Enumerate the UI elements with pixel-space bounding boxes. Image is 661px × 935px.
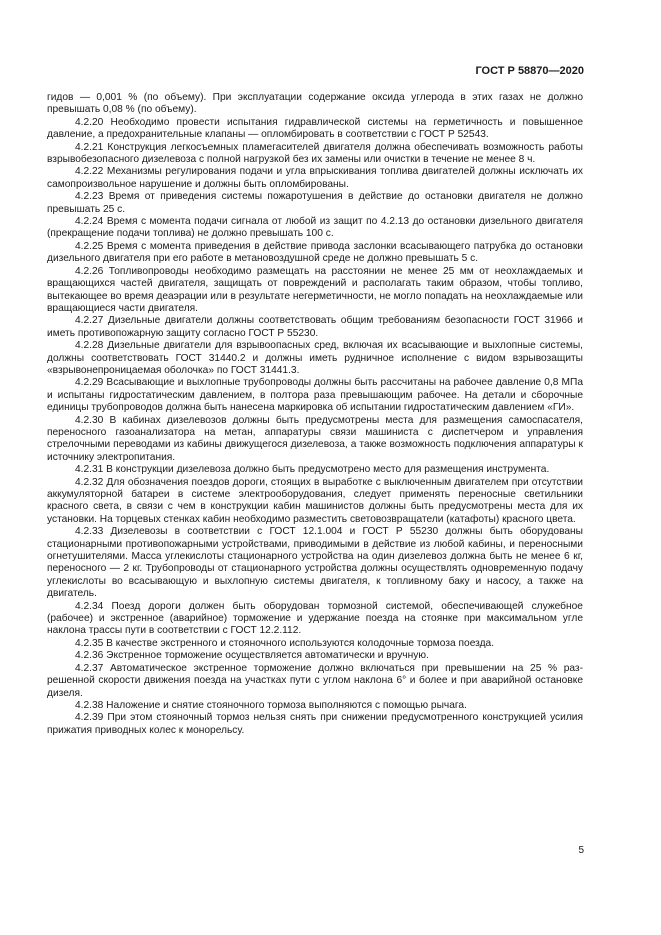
clause-4-2-30 [47, 415, 583, 465]
clause-text: Топливопроводы необходимо размещать на расстоянии не менее 25 мм от неохлаждаемых и вращающихся частей двигателя, защищать от повреждений и располагать таким образом, чтобы топливо, вытекающее во время деаэрации или в результате негерметичности, не могло попадать на неохлаждаемые или вращающиеся части двигателя. [47, 265, 583, 314]
clause-4-2-23 [47, 191, 583, 216]
clause-4-2-31 [47, 464, 583, 476]
clause-4-2-20 [47, 117, 583, 142]
clause-number: 4.2.21 [75, 141, 104, 153]
continuation-paragraph [47, 92, 583, 117]
clause-4-2-28 [47, 340, 583, 377]
clause-number: 4.2.33 [75, 526, 104, 538]
clause-text: Наложение и снятие стояночного тормоза выполняются с помощью рычага. [106, 699, 467, 711]
clause-text: В качестве экстренного и стояночного используются колодочные тормоза поезда. [106, 637, 495, 649]
clause-text: Автоматическое экстренное торможение должно включаться при превышении на 25 % разрешенной скорости движения поезда на участках пути с углом наклона 6° и более и при аварийной остановке дизеля. [47, 662, 583, 699]
clause-text: Дизельные двигатели для взрывоопасных сред, включая их всасывающие и выхлопные системы, должны соответствовать ГОСТ 31440.2 и должны иметь рудничное исполнение с видом взрывозащиты «взрывонепроницаемая оболочка» по ГОСТ 31441.3. [47, 340, 583, 376]
clause-text: гидов — 0,001 % (по объему). При эксплуатации содержание оксида углерода в этих газах не должно превышать 0,08 % (по объему). [47, 92, 583, 116]
clause-4-2-33 [47, 526, 583, 600]
clause-text: Всасывающие и выхлопные трубопроводы должны быть рассчитаны на рабочее давление 0,8 МПа и испытаны гидростатическим давлением, в полтора раза превышающим рабочее. На детали и сборочные единицы трубопроводов должна быть нанесена маркировка об испытании гидростатическим давлением «ГИ». [47, 377, 583, 414]
clause-number: 4.2.39 [75, 712, 104, 724]
clause-4-2-27 [47, 315, 583, 340]
clause-4-2-21 [47, 142, 583, 167]
clause-number: 4.2.27 [75, 315, 104, 327]
clause-4-2-35 [47, 638, 583, 650]
clause-number: 4.2.34 [75, 600, 104, 612]
clause-number: 4.2.26 [75, 265, 104, 277]
clause-text: Время с момента приведения в действие привода заслонки всасывающего патрубка до остановки дизельного двигателя при его работе в метановоздушной среде не должно превышать 5 с. [47, 240, 583, 265]
clause-text: Дизельные двигатели должны соответствовать общим требованиям безопасности ГОСТ 31966 и иметь противопожарную защиту согласно ГОСТ Р 55230. [47, 315, 583, 339]
clause-text: Необходимо провести испытания гидравлической системы на герметичность и повышенное давление, а предохранительные клапаны — опломбировать в соответствии с ГОСТ Р 52543. [47, 116, 583, 141]
clause-number: 4.2.37 [75, 662, 104, 674]
clause-number: 4.2.25 [75, 240, 104, 252]
clause-number: 4.2.28 [75, 340, 104, 352]
clause-number: 4.2.35 [75, 637, 104, 649]
clause-4-2-26 [47, 266, 583, 316]
clause-4-2-38 [47, 700, 583, 712]
clause-text: Время от приведения системы пожаротушения в действие до остановки двигателя не должно превышать 25 с. [47, 191, 583, 215]
clause-number: 4.2.20 [75, 116, 104, 128]
clause-4-2-36 [47, 650, 583, 662]
clause-number: 4.2.36 [75, 650, 104, 662]
clause-text: Поезд дороги должен быть оборудован тормозной системой, обеспечивающей служебное (рабочее) и экстренное (аварийное) торможение и удержание поезда на стоянке при максимальном угле наклона трассы пути в соответствии с ГОСТ 12.2.112. [47, 600, 583, 637]
clause-number: 4.2.24 [75, 216, 104, 228]
page-number: 5 [578, 845, 584, 856]
clause-4-2-22 [47, 166, 583, 191]
clause-4-2-37 [47, 663, 583, 700]
clause-text: Для обозначения поездов дороги, стоящих в выработке с выключенным двигателем при отсутствии аккумуляторной батареи в системе электрооборудования, следует применять переносные светильники красного света, в связи с чем в конструкции кабин машинистов должны быть предусмотрены места для их установки. На торцевых стенках кабин необходимо разместить световозвращатели (катафоты) красного цвета. [47, 476, 583, 525]
clause-number: 4.2.23 [75, 191, 104, 203]
clause-4-2-25 [47, 241, 583, 266]
clause-number: 4.2.29 [75, 377, 104, 389]
clause-4-2-24 [47, 216, 583, 241]
clause-4-2-29 [47, 377, 583, 414]
clause-number: 4.2.38 [75, 699, 104, 711]
clause-number: 4.2.22 [75, 166, 104, 178]
clause-4-2-32 [47, 477, 583, 527]
clause-text: Конструкция легкосъемных пламегасителей двигателя должна обеспечивать возможность работы взрывобезопасного дизелевоза с полной нагрузкой без их замены или очистки в течение не менее 8 ч. [47, 141, 583, 166]
clause-text: В кабинах дизелевозов должны быть предусмотрены места для размещения самоспасателя, переносного газоанализатора на метан, аппаратуры связи машиниста с диспетчером и управления стрелочными переводами из кабины движущегося дизелевоза, а также возможность подключения аппаратуры к источнику электропитания. [47, 414, 583, 463]
clause-number: 4.2.30 [75, 414, 104, 426]
clause-text: Экстренное торможение осуществляется автоматически и вручную. [106, 650, 429, 662]
clause-number: 4.2.32 [75, 476, 104, 488]
standard-header: ГОСТ Р 58870—2020 [475, 65, 584, 77]
clause-text: Дизелевозы в соответствии с ГОСТ 12.1.004 и ГОСТ Р 55230 должны быть оборудованы стационарными противопожарными устройствами, приводимыми в действие из любой кабины, и переносными огнетушителями. Масса углекислоты стационарного устройства на один дизелевоз должна быть не менее 6 кг, переносного — 2 кг. Трубопроводы от стационарного устройства должны осуществлять одновременную подачу углекислоты во всасывающую и выхлопную системы двигателя, к топливному баку и насосу, а также на двигатель. [47, 526, 583, 600]
clause-text: При этом стояночный тормоз нельзя снять при снижении предусмотренного конструкцией усилия прижатия приводных колес к монорельсу. [47, 712, 583, 736]
document-body [47, 92, 583, 737]
clause-4-2-39 [47, 712, 583, 737]
clause-4-2-34 [47, 601, 583, 638]
clause-text: Время с момента подачи сигнала от любой из защит по 4.2.13 до остановки дизельного двигателя (прекращение подачи топлива) не должно превышать 100 с. [47, 216, 583, 240]
clause-number: 4.2.31 [75, 464, 104, 476]
clause-text: В конструкции дизелевоза должно быть предусмотрено место для размещения инструмента. [106, 464, 550, 476]
clause-text: Механизмы регулирования подачи и угла впрыскивания топлива двигателей должны исключать их самопроизвольное нарушение и должны быть опломбированы. [47, 166, 583, 190]
